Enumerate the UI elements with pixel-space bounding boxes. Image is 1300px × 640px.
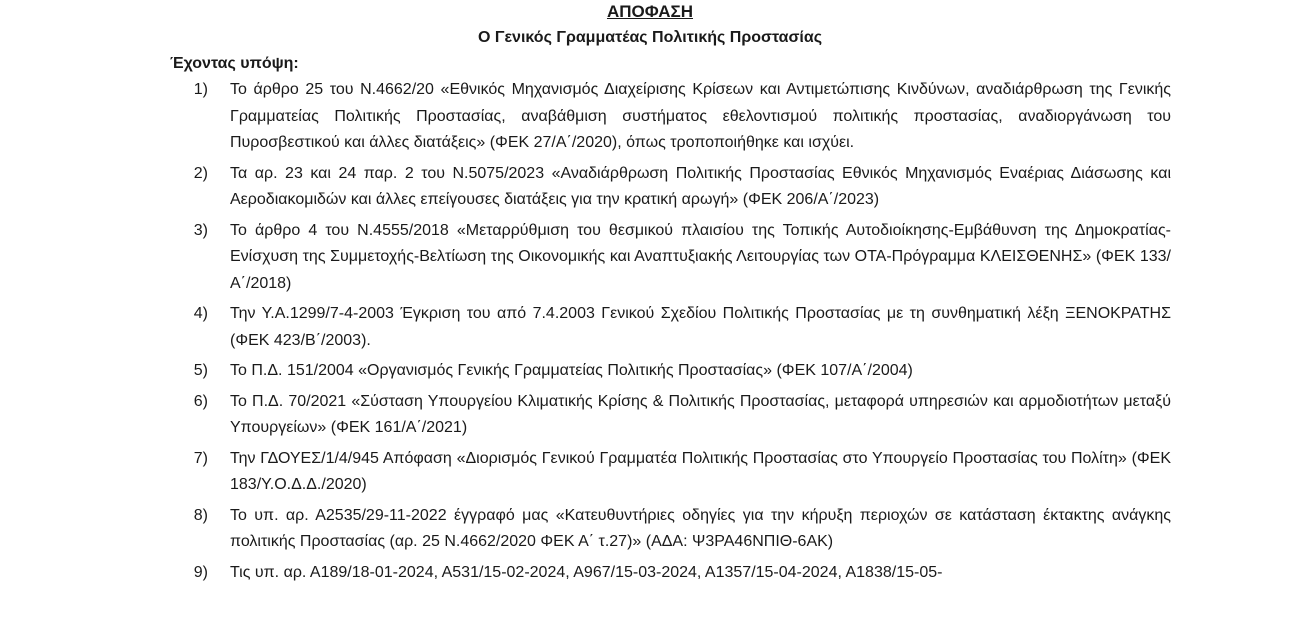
item-number: 7) [193,449,208,467]
item-number: 5) [193,362,208,379]
item-number: 2) [193,164,208,182]
item-text: Το υπ. αρ. Α2535/29-11-2022 έγγραφό μας «Κατευθυντήριες οδηγίες για την κήρυξη περιοχών σε κατάσταση έκτακτης ανάγκης πολιτικής Προστασίας (αρ. 25 Ν.4662/2020 ΦΕΚ Α΄ τ.27)» (ΑΔΑ: Ψ3ΡΑ46ΝΠΙΘ-6ΑΚ) [230,506,1171,550]
list-item [0,218,1300,298]
item-number: 4) [193,305,208,322]
item-number: 1) [193,81,208,98]
item-number: 8) [193,506,208,524]
list-item [0,560,1300,587]
item-number: 6) [193,392,208,410]
item-number: 3) [193,221,208,239]
item-text: Την Υ.Α.1299/7-4-2003 Έγκριση του από 7.4.2003 Γενικού Σχεδίου Πολιτικής Προστασίας με τη συνθηματική λέξη ΞΕΝΟΚΡΑΤΗΣ (ΦΕΚ 423/Β΄/2003). [230,305,1171,349]
document-subtitle: Ο Γενικός Γραμματέας Πολιτικής Προστασίας [477,29,823,46]
list-item [0,503,1300,556]
considering-heading: Έχοντας υπόψη: [170,55,299,72]
item-text: Τα αρ. 23 και 24 παρ. 2 του Ν.5075/2023 «Αναδιάρθρωση Πολιτικής Προστασίας Εθνικός Μηχανισμός Εναέριας Διάσωσης και Αεροδιακομιδών και άλλες επείγουσες διατάξεις για την κρατική αρωγή» (ΦΕΚ 206/Α΄/2023) [230,164,1171,208]
item-text: Το Π.Δ. 70/2021 «Σύσταση Υπουργείου Κλιματικής Κρίσης & Πολιτικής Προστασίας, μεταφορά υπηρεσιών και αρμοδιοτήτων μεταξύ Υπουργείων» (ΦΕΚ 161/Α΄/2021) [230,392,1171,436]
considerations-list [0,77,1300,590]
list-item [0,358,1300,385]
item-text: Το Π.Δ. 151/2004 «Οργανισμός Γενικής Γραμματείας Πολιτικής Προστασίας» (ΦΕΚ 107/Α΄/2004) [230,362,913,379]
item-number: 9) [193,563,208,581]
item-text: Την ΓΔΟΥΕΣ/1/4/945 Απόφαση «Διορισμός Γενικού Γραμματέα Πολιτικής Προστασίας στο Υπουργείο Προστασίας του Πολίτη» (ΦΕΚ 183/Υ.Ο.Δ.Δ./2020) [230,449,1171,493]
list-item [0,446,1300,499]
list-item [0,301,1300,354]
item-text: Το άρθρο 4 του Ν.4555/2018 «Μεταρρύθμιση του θεσμικού πλαισίου της Τοπικής Αυτοδιοίκησης-Εμβάθυνση της Δημοκρατίας-Ενίσχυση της Συμμετοχής-Βελτίωση της Οικονομικής και Αναπτυξιακής Λειτουργίας των ΟΤΑ-Πρόγραμμα ΚΛΕΙΣΘΕΝΗΣ» (ΦΕΚ 133/Α΄/2018) [230,221,1171,292]
document-title: ΑΠΟΦΑΣΗ [606,2,694,21]
list-item [0,77,1300,157]
list-item [0,389,1300,442]
item-text: Τις υπ. αρ. Α189/18-01-2024, Α531/15-02-2024, Α967/15-03-2024, Α1357/15-04-2024, Α1838/15-05- [230,563,943,581]
item-text: Το άρθρο 25 του Ν.4662/20 «Εθνικός Μηχανισμός Διαχείρισης Κρίσεων και Αντιμετώπισης Κινδύνων, αναδιάρθρωση της Γενικής Γραμματείας Πολιτικής Προστασίας, αναβάθμιση συστήματος εθελοντισμού πολιτικής προστασίας, αναδιοργάνωση του Πυροσβεστικού και άλλες διατάξεις» (ΦΕΚ 27/Α΄/2020), όπως τροποποιήθηκε και ισχύει. [230,81,1171,151]
list-item [0,161,1300,214]
